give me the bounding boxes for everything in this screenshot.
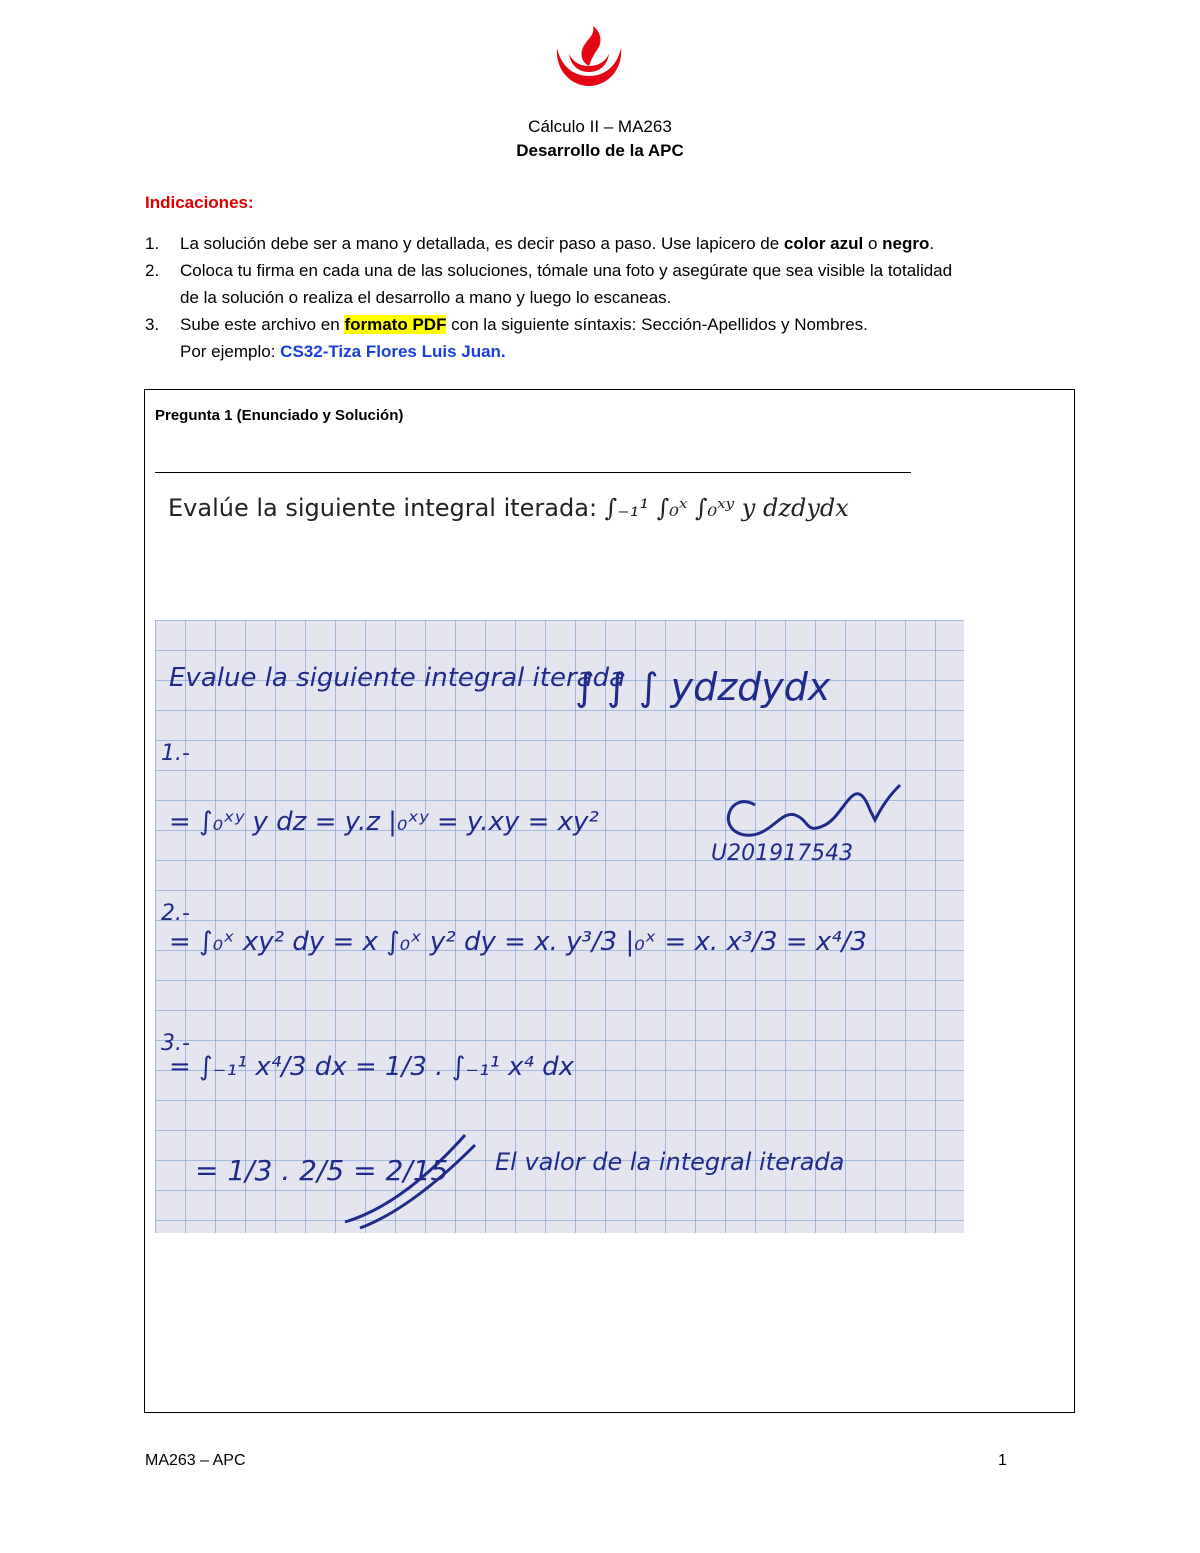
item-text-part: Sube este archivo en — [180, 315, 345, 334]
item-text-part: La solución debe ser a mano y detallada, es decir paso a paso. Use lapicero de — [180, 234, 784, 253]
course-title: Cálculo II – MA263 — [528, 117, 672, 136]
item-text-part: con la siguiente síntaxis: Sección-Apellidos y Nombres. — [446, 315, 868, 334]
ink-color-blue-text: color azul — [783, 234, 864, 253]
handwritten-step-2-label: 2.- — [161, 901, 190, 926]
handwritten-integral-signs: ∫ ∫ ∫ ydzdydx — [575, 665, 831, 709]
student-code: U201917543 — [711, 841, 854, 866]
statement-text: Evalúe la siguiente integral iterada: — [168, 494, 605, 522]
item-number: 1. — [145, 234, 160, 253]
page-number: 1 — [998, 1452, 1007, 1469]
indications-label: Indicaciones: — [145, 193, 254, 212]
handwritten-step-3-label: 3.- — [161, 1031, 190, 1056]
ink-color-black-text: negro — [882, 234, 930, 253]
question-divider — [155, 472, 911, 473]
upc-logo-icon — [551, 26, 627, 88]
handwritten-step-4: = 1/3 . 2/5 = 2/15 — [195, 1154, 449, 1187]
handwritten-step-2: = ∫₀ˣ xy² dy = x ∫₀ˣ y² dy = x. y³/3 |₀ˣ = x. x³/3 = x⁴/3 — [169, 927, 867, 957]
footer-course: MA263 – APC — [145, 1452, 246, 1469]
document-subtitle: Desarrollo de la APC — [516, 141, 684, 160]
handwritten-conclusion: El valor de la integral iterada — [495, 1148, 845, 1176]
item-text — [180, 311, 868, 338]
handwritten-solution-photo — [155, 620, 964, 1233]
item-text — [180, 230, 934, 257]
handwritten-heading: Evalue la siguiente integral iterada — [169, 663, 626, 693]
statement-integral: ∫₋₁¹ ∫₀ˣ ∫₀ˣʸ y dzdydx — [604, 494, 849, 522]
item-number: 2. — [145, 261, 160, 280]
item-text-line-2: de la solución o realiza el desarrollo a mano y luego lo escaneas. — [180, 288, 672, 307]
handwritten-step-3: = ∫₋₁¹ x⁴/3 dx = 1/3 . ∫₋₁¹ x⁴ dx — [169, 1052, 574, 1082]
item-number: 3. — [145, 315, 160, 334]
example-line — [180, 338, 506, 365]
handwritten-step-1: = ∫₀ˣʸ y dz = y.z |₀ˣʸ = y.xy = xy² — [169, 807, 599, 837]
example-prefix: Por ejemplo: — [180, 342, 281, 361]
item-text-part: o — [863, 234, 883, 253]
question-title: Pregunta 1 (Enunciado y Solución) — [155, 407, 404, 424]
item-text-line-1: Coloca tu firma en cada una de las soluciones, tómale una foto y asegúrate que sea visible la totalidad — [180, 261, 953, 280]
item-text-part: . — [929, 234, 935, 253]
handwritten-step-1-label: 1.- — [161, 741, 190, 766]
example-filename: CS32-Tiza Flores Luis Juan. — [280, 342, 506, 361]
pdf-format-highlight: formato PDF — [344, 315, 447, 334]
question-statement — [168, 494, 849, 522]
